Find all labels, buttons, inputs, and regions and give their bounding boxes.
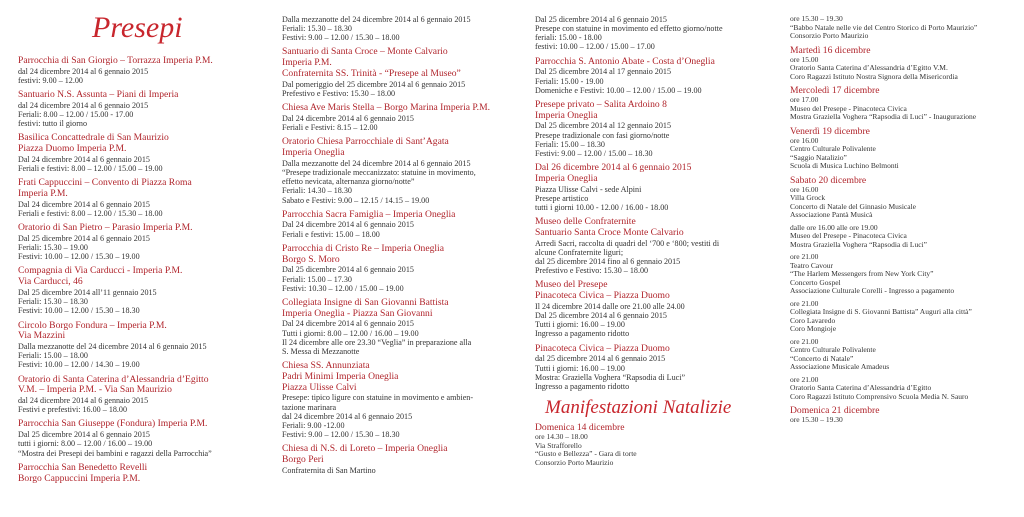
event-entry bbox=[790, 45, 1020, 82]
entry-line: Sabato e Festivi: 9.00 – 12.15 / 14.15 – 19.00 bbox=[282, 195, 430, 205]
event-line: Coro Mongioje bbox=[790, 324, 837, 333]
entry-line: Confraternita di San Martino bbox=[282, 465, 376, 475]
entry-line: dal 24 dicembre 2014 al 6 gennaio 2015 bbox=[282, 411, 413, 421]
entry-line: Dal 25 dicembre 2014 al 6 gennaio 2015 bbox=[535, 311, 667, 321]
event-entry bbox=[790, 126, 1020, 171]
event-line: Via Strafforello bbox=[535, 440, 582, 450]
entry-heading: Via Mazzini bbox=[18, 330, 66, 342]
entry-line: dal 24 dicembre 2014 al 6 gennaio 2015 bbox=[18, 396, 149, 406]
event-line: Mostra Graziella Voghera “Rapsodia di Luci” bbox=[790, 239, 927, 249]
entry-heading: Imperia Oneglia bbox=[535, 172, 598, 184]
entry-heading: Borgo S. Moro bbox=[282, 253, 340, 265]
entry-line: Feriali: 9.00 -12.00 bbox=[282, 420, 345, 430]
entry-line: Dal 25 dicembre 2014 al 6 gennaio 2015 bbox=[18, 430, 150, 440]
entry-line: Mostra: Graziella Voghera “Rapsodia di Luci” bbox=[535, 372, 686, 382]
event-entry bbox=[790, 253, 1020, 296]
entry-line: Il 24 dicembre 2014 dalle ore 21.00 alle 24.00 bbox=[535, 301, 685, 311]
column-3 bbox=[535, 15, 770, 471]
entry-line: dal 24 dicembre 2014 al 6 gennaio 2015 bbox=[18, 66, 149, 76]
entry-line: Feriali: 15.00 – 17.30 bbox=[282, 274, 352, 284]
event-line: ore 14.30 – 18.00 bbox=[535, 432, 588, 442]
entry-line: Dal pomeriggio del 25 dicembre 2014 al 6 gennaio 2015 bbox=[282, 79, 466, 89]
presepe-entry bbox=[18, 266, 258, 315]
entry-line: S. Messa di Mezzanotte bbox=[282, 346, 360, 356]
entry-line: Festivi: 9.00 – 12.00 / 15.30 – 18.30 bbox=[282, 430, 400, 440]
entry-heading: Parrocchia di Cristo Re – Imperia Oneglia bbox=[282, 242, 444, 254]
entry-line: festivi: 9.00 – 12.00 bbox=[18, 75, 83, 85]
event-day: Mercoledì 17 dicembre bbox=[790, 85, 880, 96]
presepe-entry bbox=[18, 223, 258, 261]
entry-heading: Oratorio Chiesa Parrocchiale di Sant’Agata bbox=[282, 136, 449, 148]
entry-line: Feriali: 15.00 – 18.30 bbox=[535, 139, 605, 149]
event-entry bbox=[790, 300, 1020, 334]
entry-line: Dal 24 dicembre 2014 al 6 gennaio 2015 bbox=[282, 220, 414, 230]
entry-line: Dal 25 dicembre 2014 all’11 gennaio 2015 bbox=[18, 288, 157, 298]
entry-heading: Imperia P.M. bbox=[18, 188, 68, 200]
presepe-entry bbox=[535, 163, 770, 212]
event-line: Oratorio Santa Caterina d’Alessandria d’Egitto bbox=[790, 383, 932, 392]
event-line: ore 21.00 bbox=[790, 336, 819, 346]
entry-line: dal 25 dicembre 2014 al 6 gennaio 2015 bbox=[535, 354, 666, 364]
entry-line: Dalla mezzanotte del 24 dicembre 2014 al 6 gennaio 2015 bbox=[282, 15, 471, 24]
event-line: Coro Ragazzi Istituto Nostra Signora della Misericordia bbox=[790, 71, 958, 81]
entry-line: Tutti i giorni: 16.00 – 19.00 bbox=[535, 363, 625, 373]
entry-heading: Circolo Borgo Fondura – Imperia P.M. bbox=[18, 319, 167, 331]
entry-line: Domeniche e Festivi: 10.00 – 12.00 / 15.00 – 19.00 bbox=[535, 85, 702, 95]
entry-line: Feriali: 14.30 – 18.30 bbox=[282, 186, 352, 196]
entry-line: Arredi Sacri, raccolta di quadri del ‘700 e ‘800; vestiti di bbox=[535, 238, 720, 248]
entry-line: Feriali: 15.30 – 18.30 bbox=[18, 297, 88, 307]
event-line: ore 21.00 bbox=[790, 374, 819, 384]
entry-heading: Piazza Duomo Imperia P.M. bbox=[18, 143, 127, 155]
event-line: Centro Culturale Polivalente bbox=[790, 345, 876, 354]
entry-heading: Basilica Concattedrale di San Maurizio bbox=[18, 132, 169, 144]
event-entry bbox=[535, 422, 770, 467]
presepe-entry bbox=[282, 47, 522, 98]
presepi-list-2 bbox=[282, 15, 522, 475]
entry-heading: Imperia Oneglia bbox=[535, 109, 598, 121]
event-line: “Babbo Natale nelle vie del Centro Storico di Porto Maurizio” bbox=[790, 22, 978, 32]
entry-heading: Santuario Santa Croce Monte Calvario bbox=[535, 226, 684, 238]
entry-line: festivi: tutto il giorno bbox=[18, 119, 88, 129]
event-entry bbox=[790, 15, 1020, 41]
event-day: Domenica 21 dicembre bbox=[790, 405, 880, 416]
event-line: Consorzio Porto Maurizio bbox=[790, 31, 869, 40]
entry-heading: Imperia Oneglia - Piazza San Giovanni bbox=[282, 307, 433, 319]
entry-line: Dal 25 dicembre 2014 al 6 gennaio 2015 bbox=[535, 15, 667, 24]
entry-line: “Presepe tradizionale meccanizzato: statuine in movimento, bbox=[282, 168, 476, 178]
event-line: ore 15.30 – 19.30 bbox=[790, 14, 843, 23]
presepe-entry bbox=[18, 321, 258, 370]
event-line: dalle ore 16.00 alle ore 19.00 bbox=[790, 222, 878, 232]
entry-line: Feriali e festivi: 8.00 – 12.00 / 15.00 – 19.00 bbox=[18, 164, 163, 174]
presepi-list-1 bbox=[18, 56, 258, 484]
event-line: Associazione Pantà Musicà bbox=[790, 210, 873, 219]
entry-line: Dal 25 dicembre 2014 al 17 gennaio 2015 bbox=[535, 67, 671, 77]
entry-line: Feriali: 15.30 – 19.00 bbox=[18, 243, 88, 253]
presepe-entry bbox=[282, 103, 522, 132]
entry-heading: Imperia Oneglia bbox=[282, 147, 345, 159]
entry-line: Ingresso a pagamento ridotto bbox=[535, 381, 630, 391]
entry-line: festivi: 10.00 – 12.00 / 15.00 – 17.00 bbox=[535, 42, 655, 52]
entry-heading: Compagnia di Via Carducci - Imperia P.M. bbox=[18, 265, 183, 277]
presepe-entry bbox=[535, 100, 770, 158]
entry-heading: Parrocchia Sacra Famiglia – Imperia Oneglia bbox=[282, 208, 456, 220]
presepe-entry bbox=[535, 344, 770, 391]
entry-line: Presepe: tipico ligure con statuine in movimento e ambien- bbox=[282, 393, 474, 403]
presepe-entry bbox=[282, 210, 522, 239]
entry-line: Festivi: 9.00 – 12.00 / 15.30 – 18.00 bbox=[282, 33, 400, 43]
presepi-title: Presepi bbox=[92, 11, 183, 44]
event-line: Coro Lavaredo bbox=[790, 315, 836, 325]
entry-heading: Parrocchia San Giuseppe (Fondura) Imperia P.M. bbox=[18, 418, 208, 430]
entry-line: tazione marinara bbox=[282, 402, 337, 412]
event-line: Scuola di Musica Luchino Belmonti bbox=[790, 161, 899, 170]
entry-line: alcune Confraternite liguri; bbox=[535, 247, 624, 257]
entry-heading: Museo delle Confraternite bbox=[535, 216, 636, 228]
entry-heading: Borgo Peri bbox=[282, 454, 324, 466]
presepe-entry bbox=[535, 280, 770, 338]
entry-heading: Chiesa Ave Maris Stella – Borgo Marina Imperia P.M. bbox=[282, 102, 491, 114]
event-line: Associazione Culturale Corelli - Ingresso a pagamento bbox=[790, 286, 955, 295]
entry-line: Il 24 dicembre alle ore 23.30 “Veglia” in preparazione alla bbox=[282, 337, 472, 347]
presepe-entry bbox=[18, 178, 258, 218]
event-line: Villa Grock bbox=[790, 193, 826, 202]
event-line: ore 16.00 bbox=[790, 135, 819, 145]
entry-line: Dal 24 dicembre 2014 al 6 gennaio 2015 bbox=[282, 319, 414, 329]
entry-heading: Pinacoteca Civica – Piazza Duomo bbox=[535, 290, 670, 302]
presepe-entry bbox=[18, 419, 258, 457]
presepe-entry bbox=[535, 217, 770, 275]
entry-line: Festivi: 9.00 – 12.00 / 15.00 – 18.30 bbox=[535, 148, 653, 158]
event-line: Consorzio Porto Maurizio bbox=[535, 457, 614, 467]
entry-line: Festivi: 10.00 – 12.00 / 15.30 – 18.30 bbox=[18, 306, 140, 316]
entry-line: feriali: 15.00 - 18.00 bbox=[535, 33, 602, 43]
entry-line: Prefestivo e Festivo: 15.30 – 18.00 bbox=[282, 89, 396, 99]
entry-heading: Santuario N.S. Assunta – Piani di Imperia bbox=[18, 89, 179, 101]
column-2 bbox=[282, 15, 522, 480]
event-entry bbox=[790, 224, 1020, 250]
entry-heading: Dal 26 dicembre 2014 al 6 gennaio 2015 bbox=[535, 162, 692, 174]
event-day: Martedì 16 dicembre bbox=[790, 44, 871, 56]
event-day: Domenica 14 dicembre bbox=[535, 422, 625, 434]
entry-line: Feriali: 15.00 – 18.00 bbox=[18, 351, 88, 361]
entry-line: Dal 24 dicembre 2014 al 6 gennaio 2015 bbox=[282, 113, 414, 123]
entry-line: Feriali: 15.30 – 18.30 bbox=[282, 24, 352, 34]
entry-line: Dal 24 dicembre 2014 al 6 gennaio 2015 bbox=[18, 199, 150, 209]
entry-line: Tutti i giorni: 8.00 – 12.00 / 16.00 – 19.00 bbox=[282, 328, 419, 338]
entry-line: Festivi: 10.00 – 12.00 / 14.30 – 19.00 bbox=[18, 360, 140, 370]
presepe-entry bbox=[18, 90, 258, 128]
entry-heading: Chiesa di N.S. di Loreto – Imperia Oneglia bbox=[282, 443, 448, 455]
entry-line: Festivi: 10.00 – 12.00 / 15.30 – 19.00 bbox=[18, 252, 140, 262]
event-line: ore 16.00 bbox=[790, 184, 819, 194]
event-line: Teatro Cavour bbox=[790, 260, 834, 270]
presepe-entry bbox=[282, 15, 522, 42]
presepe-entry bbox=[282, 444, 522, 475]
presepe-entry bbox=[282, 361, 522, 439]
entry-heading: Imperia P.M. bbox=[282, 57, 332, 69]
entry-heading: Confraternita SS. Trinità - “Presepe al Museo” bbox=[282, 68, 461, 80]
presepe-entry bbox=[18, 463, 258, 485]
entry-line: “Mostra dei Presepi dei bambini e ragazzi della Parrocchia” bbox=[18, 448, 212, 458]
entry-heading: Piazza Ulisse Calvi bbox=[282, 381, 357, 393]
entry-heading: Frati Cappuccini – Convento di Piazza Roma bbox=[18, 177, 192, 189]
entry-line: dal 25 dicembre 2014 fino al 6 gennaio 2015 bbox=[535, 257, 681, 267]
entry-line: Ingresso a pagamento ridotto bbox=[535, 329, 630, 339]
presepe-entry bbox=[535, 57, 770, 95]
event-entry bbox=[790, 85, 1020, 122]
event-line: Museo del Presepe - Pinacoteca Civica bbox=[790, 103, 907, 113]
entry-heading: Santuario di Santa Croce – Monte Calvario bbox=[282, 46, 448, 58]
entry-heading: Museo del Presepe bbox=[535, 279, 608, 291]
event-line: Collegiata Insigne di S. Giovanni Battista” Auguri alla città” bbox=[790, 307, 972, 316]
event-line: Associazione Musicale Amadeus bbox=[790, 362, 890, 371]
entry-line: Feriali: 8.00 – 12.00 / 15.00 - 17.00 bbox=[18, 110, 134, 120]
event-line: ore 21.00 bbox=[790, 298, 819, 308]
entry-heading: Parrocchia di San Giorgio – Torrazza Imperia P.M. bbox=[18, 55, 213, 66]
entry-line: tutti i giorni: 8.00 – 12.00 / 16.00 – 19.00 bbox=[18, 439, 153, 449]
entry-line: Presepe con statuine in movimento ed effetto giorno/notte bbox=[535, 24, 723, 34]
entry-heading: Collegiata Insigne di San Giovanni Battista bbox=[282, 296, 449, 308]
entry-line: Festivi: 10.30 – 12.00 / 15.00 – 19.00 bbox=[282, 283, 404, 293]
entry-line: Dal 25 dicembre 2014 al 6 gennaio 2015 bbox=[282, 265, 414, 275]
entry-heading: Oratorio di Santa Caterina d’Alessandria d’Egitto bbox=[18, 373, 209, 385]
entry-line: Feriali e festivi: 8.00 – 12.00 / 15.30 – 18.00 bbox=[18, 209, 163, 219]
entry-heading: Borgo Cappuccini Imperia P.M. bbox=[18, 472, 141, 484]
entry-line: Dal 25 dicembre 2014 al 6 gennaio 2015 bbox=[18, 233, 150, 243]
entry-line: Tutti i giorni: 16.00 – 19.00 bbox=[535, 320, 625, 330]
event-entry bbox=[790, 405, 1020, 425]
manifestazioni-title: Manifestazioni Natalizie bbox=[545, 397, 732, 419]
event-line: ore 17.00 bbox=[790, 95, 819, 104]
presepe-entry bbox=[282, 298, 522, 356]
presepe-entry bbox=[18, 375, 258, 415]
presepe-entry bbox=[282, 244, 522, 293]
event-line: ore 15.30 – 19.30 bbox=[790, 415, 843, 424]
entry-line: tutti i giorni 10.00 - 12.00 / 16.00 - 18.00 bbox=[535, 203, 669, 213]
entry-heading: Via Carducci, 46 bbox=[18, 276, 83, 288]
event-line: ore 15.00 bbox=[790, 54, 819, 64]
entry-heading: Chiesa SS. Annunziata bbox=[282, 360, 370, 372]
entry-line: Prefestivo e Festivo: 15.30 – 18.00 bbox=[535, 266, 649, 276]
entry-line: Dalla mezzanotte del 24 dicembre 2014 al 6 gennaio 2015 bbox=[18, 342, 207, 352]
entry-line: Feriali: 15.00 - 19.00 bbox=[535, 76, 604, 86]
event-line: Concerto Gospel bbox=[790, 277, 841, 287]
entry-heading: Padri Minimi Imperia Oneglia bbox=[282, 370, 399, 382]
event-day: Sabato 20 dicembre bbox=[790, 174, 867, 186]
entry-heading: Presepe privato – Salita Ardoino 8 bbox=[535, 98, 667, 110]
event-line: Museo del Presepe - Pinacoteca Civica bbox=[790, 231, 907, 240]
entry-line: Festivi e prefestivi: 16.00 – 18.00 bbox=[18, 405, 128, 415]
event-line: Centro Culturale Polivalente bbox=[790, 144, 876, 153]
events-list-2 bbox=[790, 15, 1020, 425]
entry-line: Presepe tradizionale con fasi giorno/notte bbox=[535, 130, 670, 140]
event-line: Oratorio Santa Caterina d’Alessandria d’Egitto V.M. bbox=[790, 63, 948, 72]
entry-heading: Pinacoteca Civica – Piazza Duomo bbox=[535, 342, 670, 354]
entry-heading: Oratorio di San Pietro – Parasio Imperia P.M. bbox=[18, 222, 193, 234]
event-line: “Gusto e Bellezza” - Gara di torte bbox=[535, 449, 637, 459]
event-line: Concerto di Natale del Ginnasio Musicale bbox=[790, 201, 917, 211]
events-list-1 bbox=[535, 422, 770, 467]
entry-heading: V.M. – Imperia P.M. - Via San Maurizio bbox=[18, 384, 172, 396]
event-entry bbox=[790, 338, 1020, 372]
event-line: Mostra Graziella Voghera “Rapsodia di Luci” - Inaugurazione bbox=[790, 112, 977, 121]
entry-line: Dal 25 dicembre 2014 al 12 gennaio 2015 bbox=[535, 121, 671, 131]
entry-line: Dalla mezzanotte del 24 dicembre 2014 al 6 gennaio 2015 bbox=[282, 158, 471, 168]
entry-line: Dal 24 dicembre 2014 al 6 gennaio 2015 bbox=[18, 154, 150, 164]
entry-heading: Parrocchia San Benedetto Revelli bbox=[18, 461, 148, 473]
entry-line: effetto nevicata, alternanza giorno/notte” bbox=[282, 177, 415, 187]
entry-line: Feriali e festivi: 15.00 – 18.00 bbox=[282, 229, 380, 239]
event-entry bbox=[790, 376, 1020, 402]
entry-heading: Parrocchia S. Antonio Abate - Costa d’Oneglia bbox=[535, 55, 715, 67]
event-line: ore 21.00 bbox=[790, 252, 819, 261]
event-line: Coro Ragazzi Istituto Comprensivo Scuola Media N. Sauro bbox=[790, 391, 969, 401]
event-line: “Saggio Natalizio” bbox=[790, 152, 847, 162]
event-line: “The Harlem Messengers from New York City” bbox=[790, 269, 934, 278]
column-1 bbox=[18, 0, 258, 489]
event-line: “Concerto di Natale” bbox=[790, 353, 854, 363]
entry-line: Piazza Ulisse Calvi - sede Alpini bbox=[535, 184, 642, 194]
event-day: Venerdì 19 dicembre bbox=[790, 125, 870, 137]
presepe-entry bbox=[282, 137, 522, 204]
presepe-entry bbox=[18, 56, 258, 85]
presepi-list-3 bbox=[535, 15, 770, 391]
entry-line: dal 24 dicembre 2014 al 6 gennaio 2015 bbox=[18, 100, 149, 110]
presepe-entry bbox=[18, 133, 258, 173]
column-4 bbox=[790, 15, 1020, 429]
presepe-entry bbox=[535, 15, 770, 52]
event-entry bbox=[790, 175, 1020, 220]
entry-line: Feriali e Festivi: 8.15 – 12.00 bbox=[282, 123, 378, 133]
entry-line: Presepe artistico bbox=[535, 193, 589, 203]
